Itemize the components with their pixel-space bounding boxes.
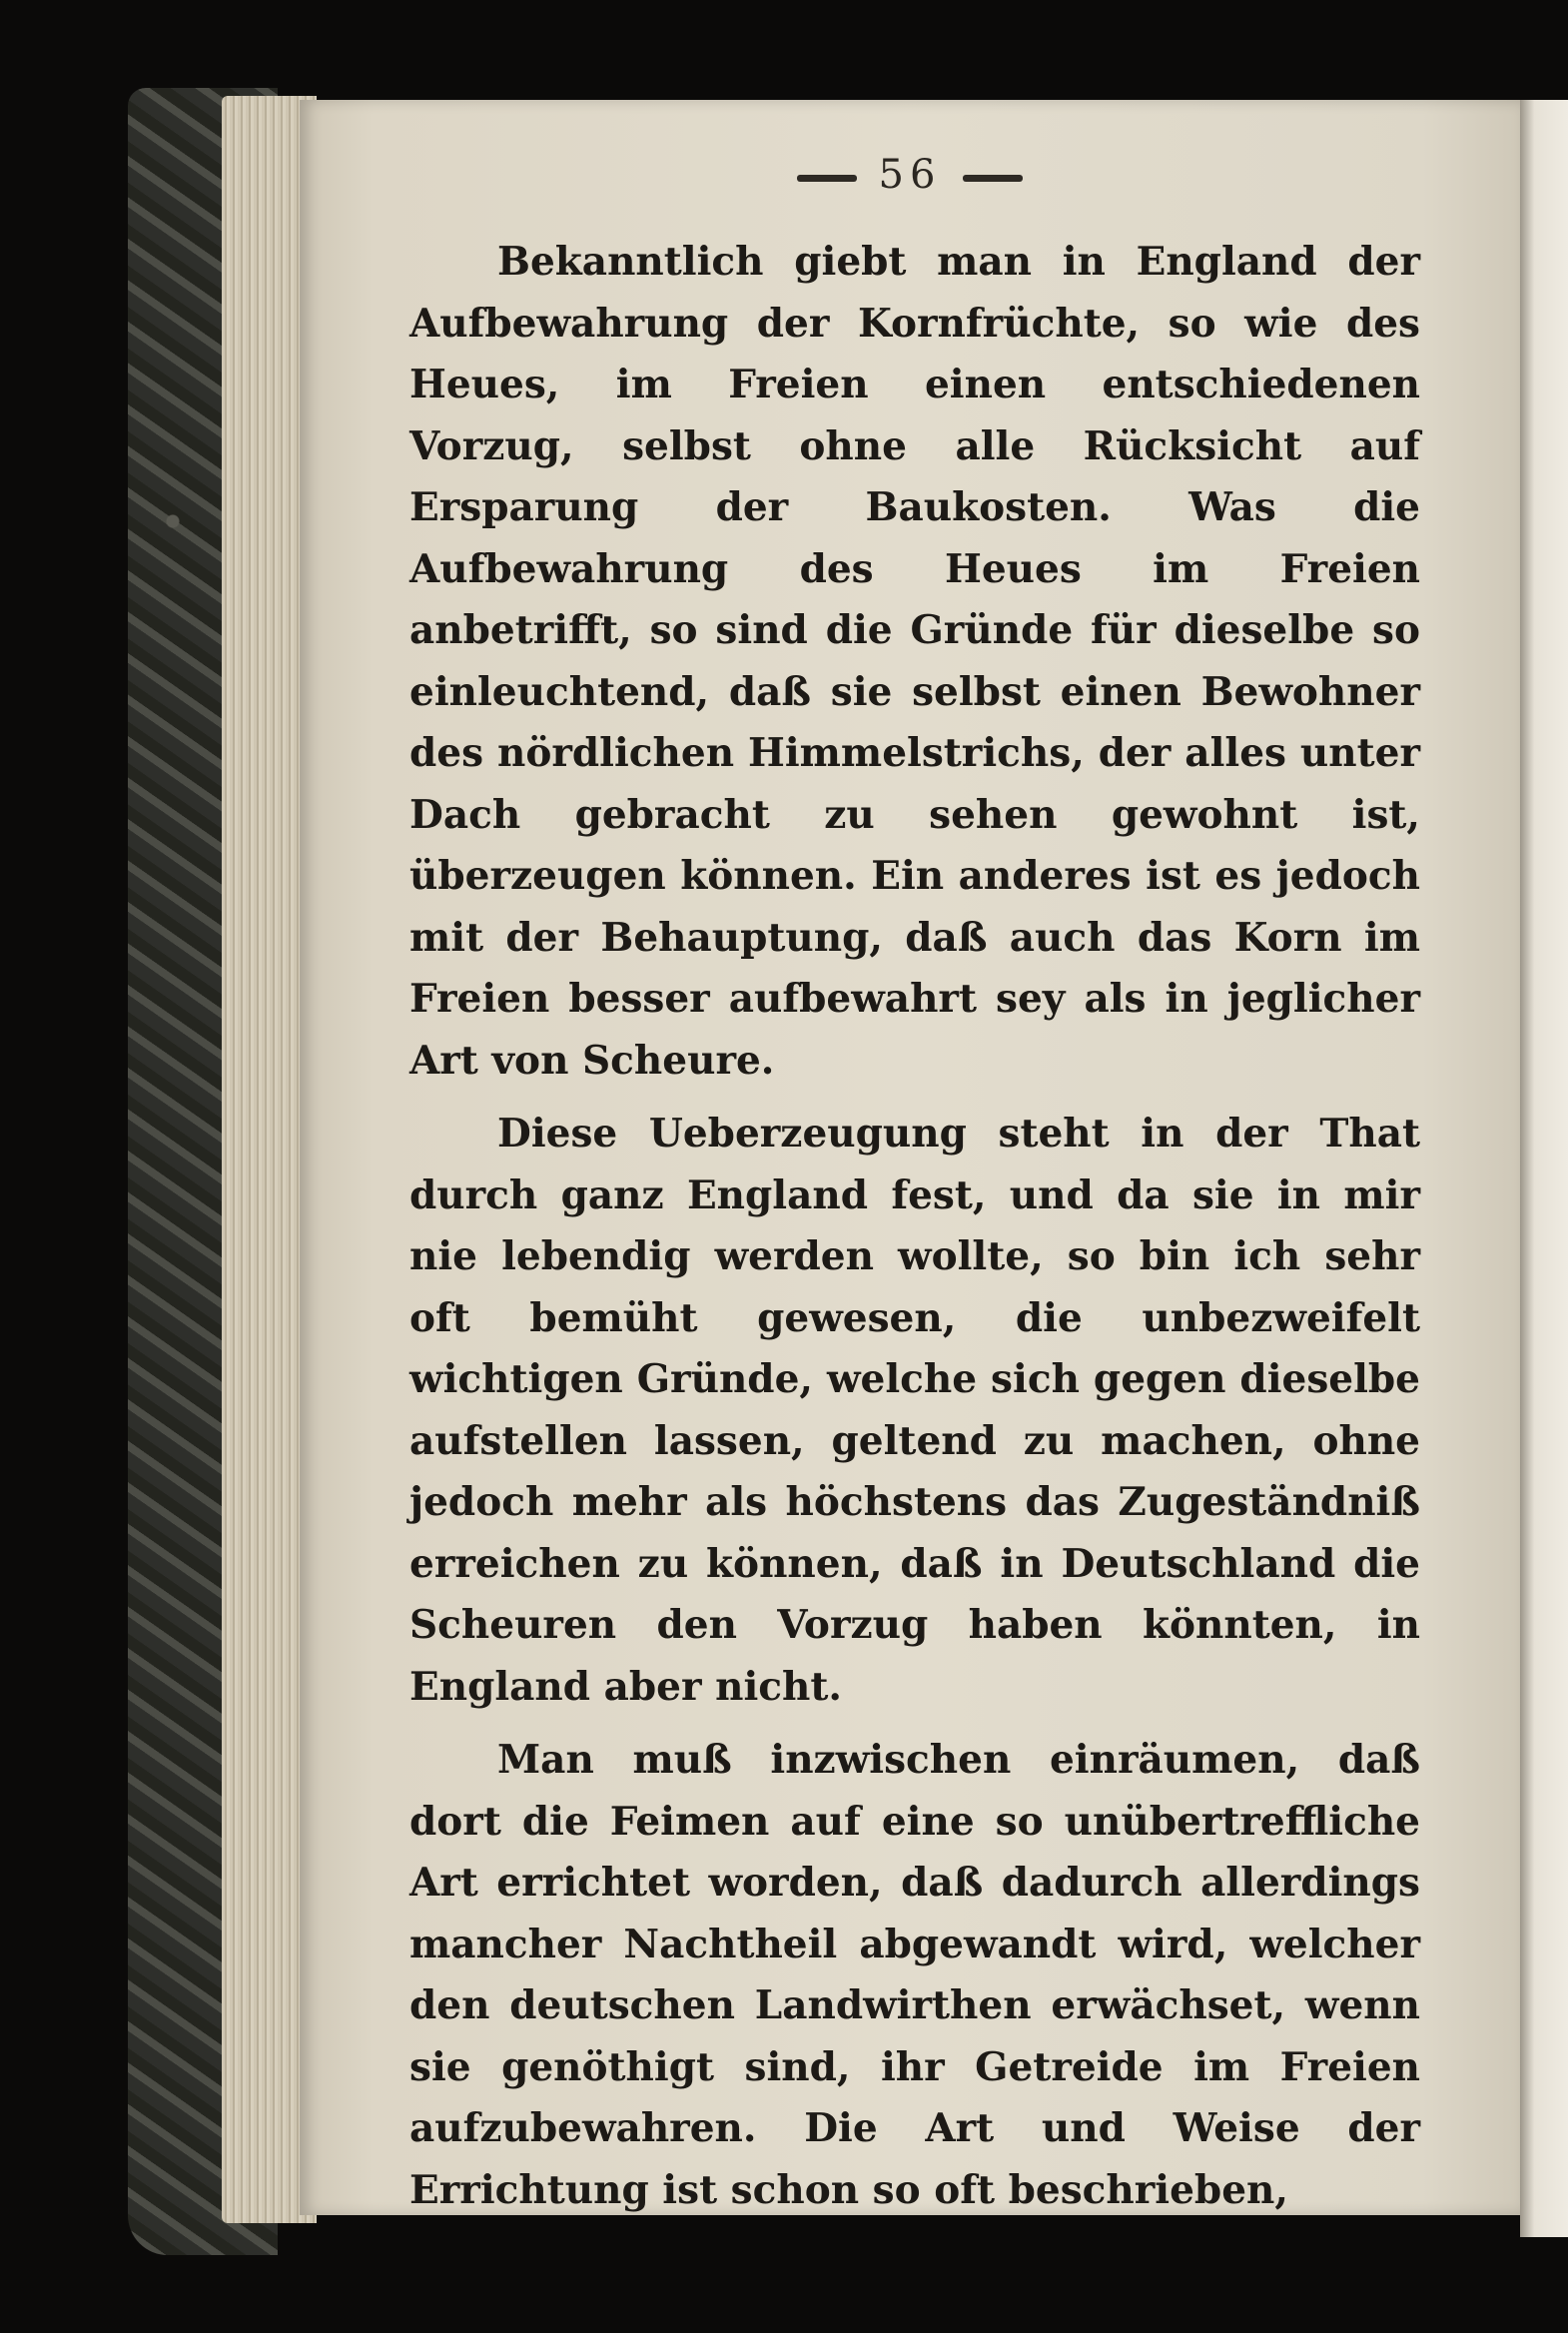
paragraph-1: Bekanntlich giebt man in England der Aufbewahrung der Kornfrüchte, so wie des Heues, im Freien einen entschiedenen Vorzug, selbst ohne alle Rücksicht auf Ersparung der Baukosten. Was die Aufbewahrung des Heues im Freien anbetrifft, so sind die Gründe für dieselbe so einleuchtend, daß sie selbst einen Bewohner des nördlichen Himmelstrichs, der alles unter Dach gebracht zu sehen gewohnt ist, überzeugen können. Ein anderes ist es jedoch mit der Behauptung, daß auch das Korn im Freien besser aufbewahrt sey als in jeglicher Art von Scheure.	[409, 239, 1420, 1084]
facing-page	[1520, 100, 1568, 2237]
book-page	[300, 100, 1520, 2215]
header-dash-left	[797, 175, 857, 182]
header-dash-right	[963, 175, 1023, 182]
paragraph-2: Diese Ueberzeugung steht in der That durch ganz England fest, und da sie in mir nie lebendig werden wollte, so bin ich sehr oft bemüht gewesen, die unbezweifelt wichtigen Gründe, welche sich gegen dieselbe aufstellen lassen, geltend zu machen, ohne jedoch mehr als höchstens das Zugeständniß erreichen zu können, daß in Deutschland die Scheuren den Vorzug haben könnten, in England aber nicht.	[409, 1111, 1420, 1710]
page-header	[300, 152, 1520, 198]
page-number: 56	[878, 152, 942, 198]
paragraph-3: Man muß inzwischen einräumen, daß dort die Feimen auf eine so unübertreffliche Art errichtet worden, daß dadurch allerdings mancher Nachtheil abgewandt wird, welcher den deutschen Landwirthen erwächset, wenn sie genöthigt sind, ihr Getreide im Freien aufzubewahren. Die Art und Weise der Errichtung ist schon so oft beschrieben,	[409, 1737, 1420, 2213]
page-text	[409, 232, 1420, 2233]
